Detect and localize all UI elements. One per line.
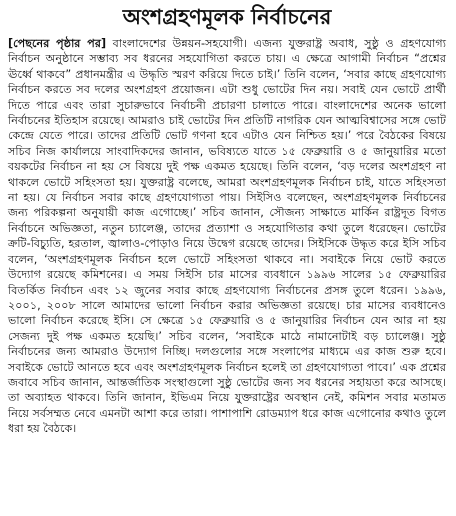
article-text: বাংলাদেশের উন্নয়ন-সহযোগী। এজন্য যুক্তরাষ্ট্র অবাধ, সুষ্ঠু ও গ্রহণযোগ্য নির্বাচন অনুষ্ঠানে সম্ভাব্য সব ধরনের সহযোগিতা করতে চায়। এ ক্ষেত্রে আগামী নির্বাচন “প্রশ্নের ঊর্ধ্বে থাকবে” প্রধানমন্ত্রীর এ উদ্ধৃতি স্মরণ করিয়ে দিতে চাই।’ তিনি বলেন, ‘সবার কাছে গ্রহণযোগ্য নির্বাচন করতে সব দলের অংশগ্রহণ প্রয়োজন। এটা শুধু ভোটের দিন নয়। সবাই যেন ভোটে প্রার্থী দিতে পারে এবং তারা সুচারুভাবে নির্বাচনী প্রচারণা চালাতে পারে। বাংলাদেশের অনেক ভালো নির্বাচনের ইতিহাস রয়েছে। আমরাও চাই ভোটের দিন প্রতিটি নাগরিক যেন আত্মবিশ্বাসের সঙ্গে ভোট কেন্দ্রে যেতে পারে। তাদের প্রতিটি ভোট গণনা হবে এটাও যেন নিশ্চিত হয়।’ পরে বৈঠকের বিষয়ে সচিব নিজ কার্যালয়ে সাংবাদিকদের জানান, ভবিষ্যতে যাতে ১৫ ফেব্রুয়ারি ও ৫ জানুয়ারির মতো বয়কটের নির্বাচন না হয় সে বিষয়ে দুই পক্ষ একমত হয়েছে। তিনি বলেন, ‘বড় দলের অংশগ্রহণ না থাকলে ভোটে সহিংসতা হয়। যুক্তরাষ্ট্র বলেছে, আমরা অংশগ্রহণমূলক নির্বাচন চাই, যাতে সহিংসতা না হয়। যে নির্বাচন সবার কাছে গ্রহণযোগ্যতা পায়। সিইসিও বলেছেন, অংশগ্রহণমূলক নির্বাচনের জন্য পরিকল্পনা অনুযায়ী কাজ এগোচ্ছে।’ সচিব জানান, সৌজন্য সাক্ষাতে মার্কিন রাষ্ট্রদূত বিগত নির্বাচনে অভিজ্ঞতা, নতুন চ্যালেঞ্জ, তাদের প্রত্যাশা ও সহযোগিতার কথা তুলে ধরেছেন। ভোটের ক্রটি-বিচ্যুতি, হরতাল, জ্বালাও-পোড়াও নিয়ে উদ্বেগ রয়েছে তাদের। সিইসিকে উদ্ধৃত করে ইসি সচিব বলেন, ‘অংশগ্রহণমূলক নির্বাচন হলে ভোটে সহিংসতা থাকবে না। সবাইকে নিয়ে ভোট করতে উদ্যোগ রয়েছে কমিশনের। এ সময় সিইসি চার মাসের ব্যবধানে ১৯৯৬ সালের ১৫ ফেব্রুয়ারির বিতর্কিত নির্বাচন এবং ১২ জুনের সবার কাছে গ্রহণযোগ্য নির্বাচনের প্রসঙ্গ তুলে ধরেন। ১৯৯৬, ২০০১, ২০০৮ সালে আমাদের ভালো নির্বাচন করার অভিজ্ঞতা রয়েছে। চার মাসের ব্যবধানেও ভালো নির্বাচন করেছে ইসি। সে ক্ষেত্রে ১৫ ফেব্রুয়ারি ও ৫ জানুয়ারির নির্বাচন যেন আর না হয় সেজন্য দুই পক্ষ একমত হয়েছি।’ সচিব বলেন, ‘সবাইকে মাঠে নামানোটাই বড় চ্যালেঞ্জ। সুষ্ঠু নির্বাচনের জন্য আমরাও উদ্যোগ নিচ্ছি। দলগুলোর সঙ্গে সংলাপের মাধ্যমে এর কাজ শুরু হবে। সবাইকে ভোটে আনতে হবে এবং অংশগ্রহণমূলক নির্বাচন হলেই তা গ্রহণযোগ্যতা পাবে।’ এক প্রশ্নের জবাবে সচিব জানান, আন্তর্জাতিক সংস্থাগুলো সুষ্ঠু ভোটের জন্য সব ধরনের সহায়তা করে আসছে। তা অব্যাহত থাকবে। তিনি জানান, ইভিএম নিয়ে যুক্তরাষ্ট্রের অবস্থান নেই, কমিশন সবার মতামত নিয়ে সর্বসম্মত নেবে এমনটা আশা করে তারা। পাশাপাশি রোডম্যাপ ধরে কাজ এগোনোর কথাও তুলে ধরা হয় বৈঠকে। [8,37,446,436]
continuation-tag: [পেছনের পৃষ্ঠার পর] [8,37,107,50]
headline: অংশগ্রহণমূলক নির্বাচনের [122,5,332,29]
article-body [8,36,446,437]
